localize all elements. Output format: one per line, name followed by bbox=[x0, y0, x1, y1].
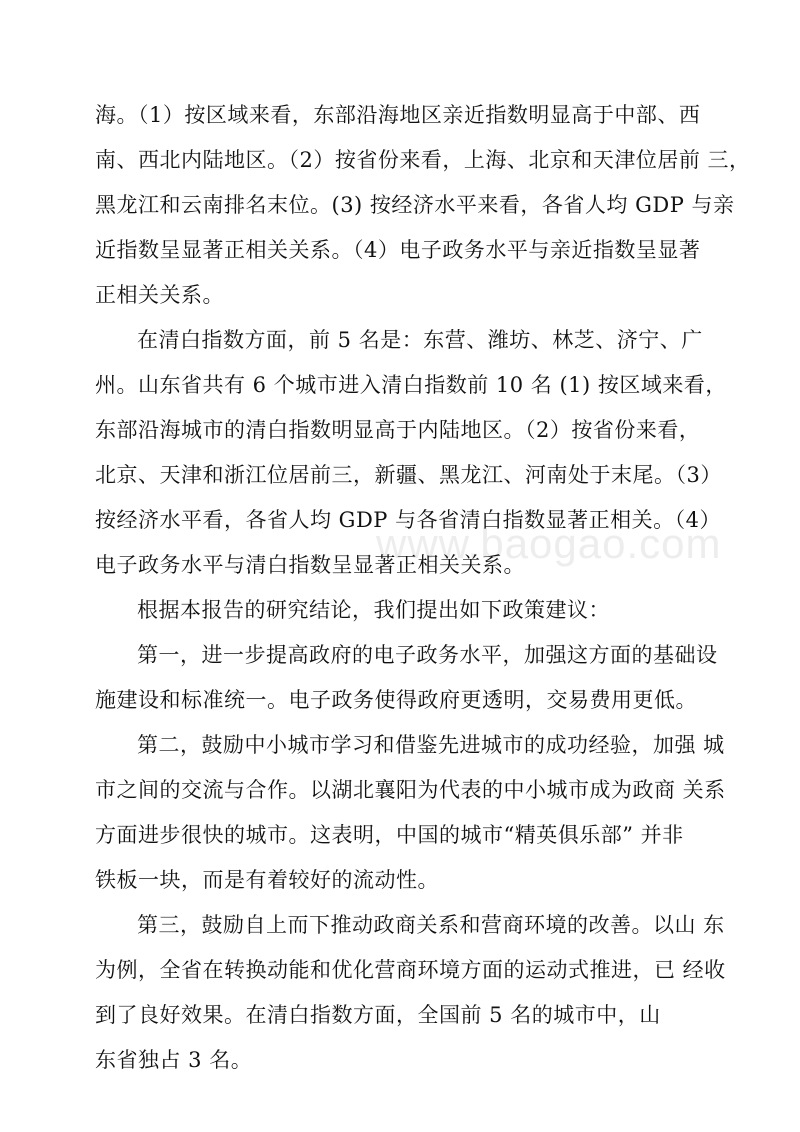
text-line: 海。（1）按区域来看，东部沿海地区亲近指数明显高于中部、西 bbox=[95, 103, 701, 127]
text-line: 第三，鼓励自上而下推动政商关系和营商环境的改善。以山 东 bbox=[137, 913, 725, 937]
text-line: 为例，全省在转换动能和优化营商环境方面的运动式推进，已 经收 bbox=[95, 958, 726, 982]
text-line: 正相关关系。 bbox=[95, 283, 224, 307]
text-line: 施建设和标准统一。电子政务使得政府更透明，交易费用更低。 bbox=[95, 688, 697, 712]
text-line: 第二，鼓励中小城市学习和借鉴先进城市的成功经验，加强 城 bbox=[137, 733, 725, 757]
text-line: 方面进步很快的城市。这表明，中国的城市“精英俱乐部” 并非 bbox=[95, 823, 684, 847]
watermark: www.baogao.com bbox=[376, 520, 722, 567]
text-line: 黑龙江和云南排名末位。(3) 按经济水平来看，各省人均 GDP 与亲 bbox=[95, 193, 735, 217]
text-line: 东省独占 3 名。 bbox=[95, 1048, 253, 1072]
text-line: 州。山东省共有 6 个城市进入清白指数前 10 名 (1) 按区域来看， bbox=[95, 373, 727, 397]
text-line: 电子政务水平与清白指数呈显著正相关关系。 bbox=[95, 553, 525, 577]
text-line: 南、西北内陆地区。（2）按省份来看，上海、北京和天津位居前 三， bbox=[95, 148, 751, 172]
text-line: 市之间的交流与合作。以湖北襄阳为代表的中小城市成为政商 关系 bbox=[95, 778, 726, 802]
text-line: 东部沿海城市的清白指数明显高于内陆地区。（2）按省份来看， bbox=[95, 418, 701, 442]
text-line: 铁板一块，而是有着较好的流动性。 bbox=[95, 868, 439, 892]
text-line: 北京、天津和浙江位居前三，新疆、黑龙江、河南处于末尾。（3） bbox=[95, 463, 722, 487]
text-line: 近指数呈显著正相关关系。（4）电子政务水平与亲近指数呈显著 bbox=[95, 238, 701, 262]
text-line: 按经济水平看，各省人均 GDP 与各省清白指数显著正相关。（4） bbox=[95, 508, 721, 532]
text-line: 在清白指数方面，前 5 名是：东营、潍坊、林芝、济宁、广 bbox=[137, 328, 703, 352]
text-line: 根据本报告的研究结论，我们提出如下政策建议： bbox=[137, 598, 610, 622]
text-line: 到了良好效果。在清白指数方面，全国前 5 名的城市中，山 bbox=[95, 1003, 661, 1027]
text-line: 第一，进一步提高政府的电子政务水平，加强这方面的基础设 bbox=[137, 643, 718, 667]
